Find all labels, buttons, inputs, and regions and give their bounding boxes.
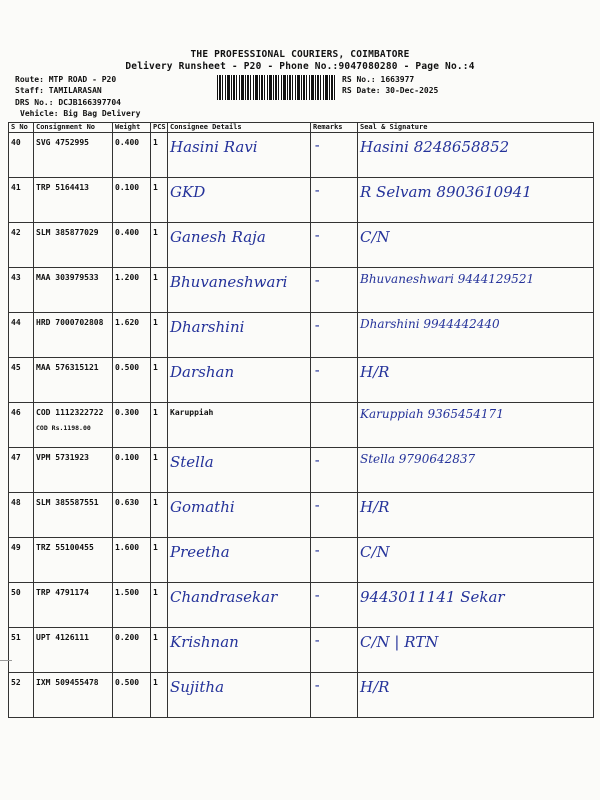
cell-signature: C/N (358, 538, 594, 583)
cell-pcs: 1 (151, 448, 168, 493)
vehicle-label: Vehicle: Big Bag Delivery (20, 109, 141, 118)
cell-consignee: Karuppiah (168, 403, 311, 448)
cell-pcs: 1 (151, 403, 168, 448)
table-row (9, 538, 594, 583)
col-weight: Weight (113, 123, 151, 133)
cell-sno: 52 (9, 673, 34, 718)
cell-consignee: Bhuvaneshwari (168, 268, 311, 313)
cell-consignee: Preetha (168, 538, 311, 583)
cell-consignment: SLM 385877029 (34, 223, 113, 268)
cell-pcs: 1 (151, 673, 168, 718)
cell-weight: 0.400 (113, 133, 151, 178)
route-label: Route: MTP ROAD - P20 (15, 75, 117, 84)
cell-signature: Hasini 8248658852 (358, 133, 594, 178)
cell-weight: 1.600 (113, 538, 151, 583)
cell-sno: 51 (9, 628, 34, 673)
cell-signature: H/R (358, 493, 594, 538)
cell-consignment: TRP 4791174 (34, 583, 113, 628)
cell-weight: 0.500 (113, 358, 151, 403)
cell-sno: 42 (9, 223, 34, 268)
col-seal: Seal & Signature (358, 123, 594, 133)
cell-pcs: 1 (151, 268, 168, 313)
cell-remark: - (311, 493, 358, 538)
cell-remark: - (311, 448, 358, 493)
cell-consignment: MAA 303979533 (34, 268, 113, 313)
cell-consignee: Stella (168, 448, 311, 493)
cell-pcs: 1 (151, 583, 168, 628)
scan-mark (0, 660, 12, 661)
cell-pcs: 1 (151, 223, 168, 268)
staff-label: Staff: TAMILARASAN (15, 86, 102, 95)
cell-remark: - (311, 133, 358, 178)
table-row (9, 268, 594, 313)
cell-remark: - (311, 358, 358, 403)
cell-consignee: Gomathi (168, 493, 311, 538)
cell-weight: 0.400 (113, 223, 151, 268)
cell-pcs: 1 (151, 538, 168, 583)
cell-sno: 46 (9, 403, 34, 448)
cell-remark: - (311, 583, 358, 628)
cell-consignment: MAA 576315121 (34, 358, 113, 403)
cell-weight: 0.630 (113, 493, 151, 538)
cell-sno: 41 (9, 178, 34, 223)
delivery-table (8, 122, 594, 718)
col-consignment: Consignment No (34, 123, 113, 133)
cell-remark: - (311, 178, 358, 223)
cell-pcs: 1 (151, 628, 168, 673)
cell-consignee: Ganesh Raja (168, 223, 311, 268)
cell-signature: Bhuvaneshwari 9444129521 (358, 268, 594, 313)
cell-signature: C/N (358, 223, 594, 268)
cell-sno: 47 (9, 448, 34, 493)
cell-weight: 1.200 (113, 268, 151, 313)
cell-signature: Dharshini 9944442440 (358, 313, 594, 358)
col-sno: S No (9, 123, 34, 133)
cell-consignment: IXM 509455478 (34, 673, 113, 718)
col-remarks: Remarks (311, 123, 358, 133)
cell-remark: - (311, 223, 358, 268)
cell-consignee: GKD (168, 178, 311, 223)
cell-consignee: Hasini Ravi (168, 133, 311, 178)
drs-number: DRS No.: DCJB166397704 (15, 98, 121, 107)
cell-remark: - (311, 268, 358, 313)
cell-pcs: 1 (151, 133, 168, 178)
cell-consignee: Krishnan (168, 628, 311, 673)
cell-pcs: 1 (151, 178, 168, 223)
cell-consignment: UPT 4126111 (34, 628, 113, 673)
col-pcs: PCS (151, 123, 168, 133)
cell-weight: 0.200 (113, 628, 151, 673)
table-row (9, 358, 594, 403)
cell-sno: 44 (9, 313, 34, 358)
cell-consignee: Sujitha (168, 673, 311, 718)
cell-consignment-with-note (34, 403, 113, 448)
cell-pcs: 1 (151, 358, 168, 403)
cell-signature: 9443011141 Sekar (358, 583, 594, 628)
cell-consignment: TRZ 55100455 (34, 538, 113, 583)
cell-weight: 0.300 (113, 403, 151, 448)
cell-weight: 0.100 (113, 448, 151, 493)
runsheet-title: Delivery Runsheet - P20 - Phone No.:9047080280 - Page No.:4 (125, 61, 475, 72)
cell-consignee: Chandrasekar (168, 583, 311, 628)
table-row (9, 583, 594, 628)
cell-pcs: 1 (151, 493, 168, 538)
cell-remark: - (311, 673, 358, 718)
barcode-icon (217, 75, 337, 100)
table-row (9, 493, 594, 538)
cell-sno: 43 (9, 268, 34, 313)
cod-amount: COD Rs.1198.00 (36, 424, 91, 432)
cell-remark: - (311, 313, 358, 358)
cell-weight: 0.500 (113, 673, 151, 718)
cell-consignee: Darshan (168, 358, 311, 403)
cell-sno: 48 (9, 493, 34, 538)
cell-remark: - (311, 538, 358, 583)
table-row (9, 628, 594, 673)
cell-weight: 0.100 (113, 178, 151, 223)
cell-consignment: SLM 385587551 (34, 493, 113, 538)
table-row (9, 178, 594, 223)
cell-sno: 49 (9, 538, 34, 583)
cell-signature: C/N | RTN (358, 628, 594, 673)
table-row (9, 313, 594, 358)
table-header-row (9, 123, 594, 133)
table-row (9, 133, 594, 178)
cell-weight: 1.620 (113, 313, 151, 358)
rs-number: RS No.: 1663977 (342, 75, 415, 84)
table-row (9, 403, 594, 448)
cell-pcs: 1 (151, 313, 168, 358)
cell-signature: R Selvam 8903610941 (358, 178, 594, 223)
cell-weight: 1.500 (113, 583, 151, 628)
cell-consignment: VPM 5731923 (34, 448, 113, 493)
cell-signature: Stella 9790642837 (358, 448, 594, 493)
cell-sno: 40 (9, 133, 34, 178)
table-row (9, 223, 594, 268)
cell-signature: H/R (358, 673, 594, 718)
cell-signature: Karuppiah 9365454171 (358, 403, 594, 448)
cell-consignee: Dharshini (168, 313, 311, 358)
table-row (9, 448, 594, 493)
cell-remark (311, 403, 358, 448)
cell-signature: H/R (358, 358, 594, 403)
cell-consignment: HRD 7000702808 (34, 313, 113, 358)
cell-consignment: SVG 4752995 (34, 133, 113, 178)
cell-sno: 45 (9, 358, 34, 403)
cell-sno: 50 (9, 583, 34, 628)
company-title: THE PROFESSIONAL COURIERS, COIMBATORE (190, 49, 410, 60)
col-consignee: Consignee Details (168, 123, 311, 133)
rs-date: RS Date: 30-Dec-2025 (342, 86, 439, 95)
cell-remark: - (311, 628, 358, 673)
cell-consignment: COD 1112322722 (36, 408, 104, 417)
table-row (9, 673, 594, 718)
cell-consignment: TRP 5164413 (34, 178, 113, 223)
